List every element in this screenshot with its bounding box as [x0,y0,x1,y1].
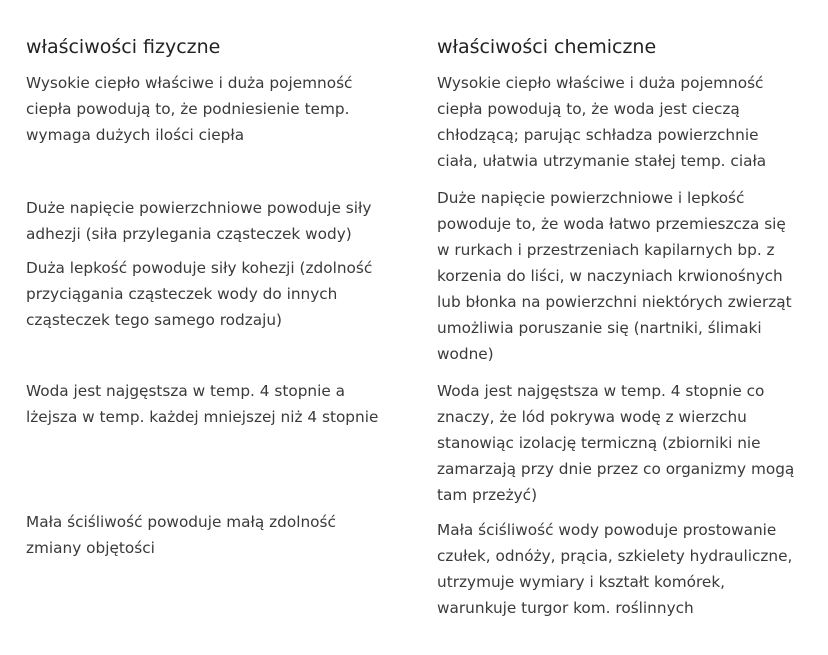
chemical-paragraph-density: Woda jest najgęstsza w temp. 4 stopnie co znaczy, że lód pokrywa wodę z wierzchu stanowiąc izolację termiczną (zbiorniki nie zamarzają przy dnie przez co organizmy mogą tam przeżyć) [437,382,795,504]
chemical-paragraph-heat-capacity: Wysokie ciepło właściwe i duża pojemność ciepła powodują to, że woda jest cieczą chłodzącą; parując schładza powierzchnie ciała, ułatwia utrzymanie stałej temp. ciała [437,74,767,170]
heading-chemical-properties: właściwości chemiczne [437,36,657,58]
physical-paragraph-compressibility: Mała ściśliwość powoduje małą zdolność zmiany objętości [26,513,336,557]
chemical-paragraph-compressibility: Mała ściśliwość wody powoduje prostowanie czułek, odnóży, prącia, szkielety hydrauliczne, utrzymuje wymiary i kształt komórek, warunkuje turgor kom. roślinnych [437,521,793,617]
physical-paragraph-density: Woda jest najgęstsza w temp. 4 stopnie a lżejsza w temp. każdej mniejszej niż 4 stopnie [26,382,379,426]
chemical-paragraph-surface-tension: Duże napięcie powierzchniowe i lepkość powoduje to, że woda łatwo przemieszcza się w rurkach i przestrzeniach kapilarnych bp. z korzenia do liści, w naczyniach krwionośnych lub błonka na powierzchni niektórych zwierząt umożliwia poruszanie się (nartniki, ślimaki wodne) [437,189,792,363]
heading-physical-properties: właściwości fizyczne [26,36,221,58]
physical-paragraph-viscosity: Duża lepkość powoduje siły kohezji (zdolność przyciągania cząsteczek wody do innych cząsteczek tego samego rodzaju) [26,259,373,329]
physical-paragraph-surface-tension: Duże napięcie powierzchniowe powoduje siły adhezji (siła przylegania cząsteczek wody) [26,199,372,243]
physical-paragraph-heat-capacity: Wysokie ciepło właściwe i duża pojemność ciepła powodują to, że podniesienie temp. wymaga dużych ilości ciepła [26,74,353,144]
